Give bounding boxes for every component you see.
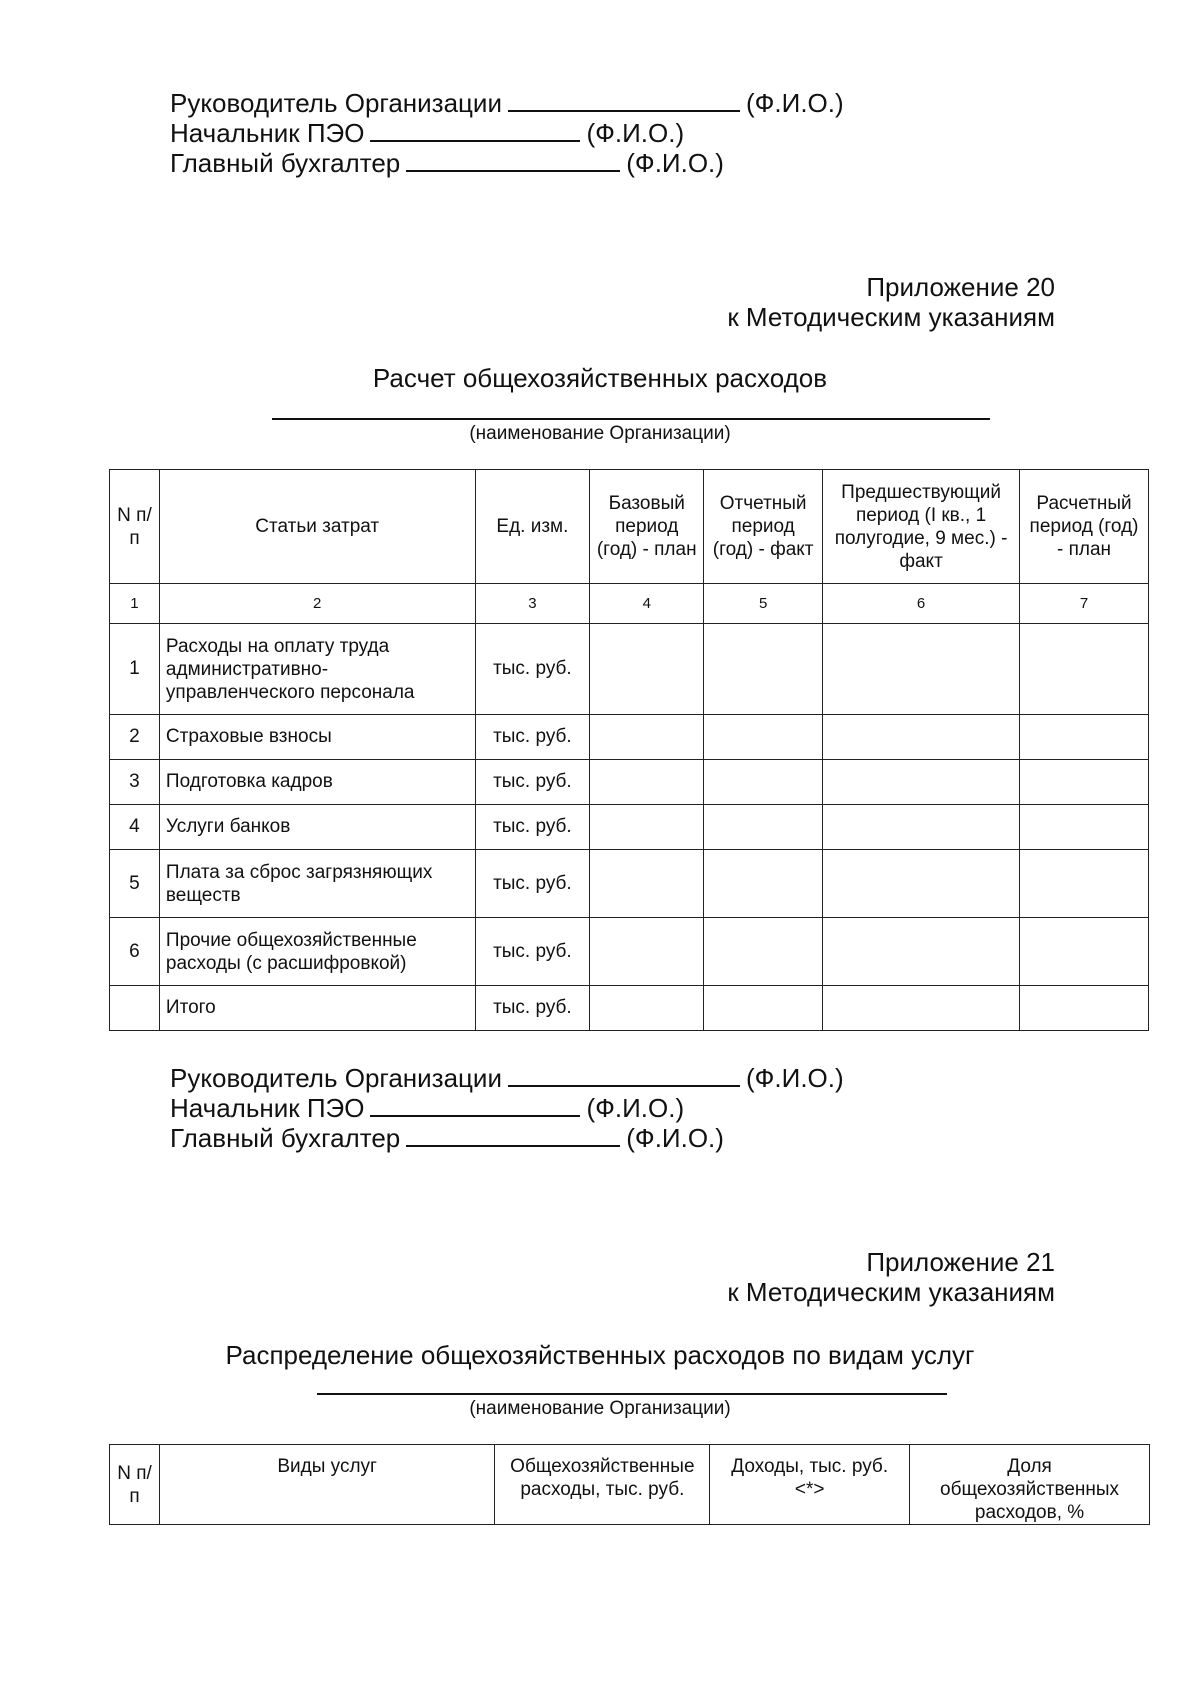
- table-row-total: [110, 986, 1149, 1031]
- signature-blank[interactable]: [370, 1095, 580, 1117]
- table-row: [110, 918, 1149, 986]
- value-cell[interactable]: [704, 624, 823, 715]
- value-cell[interactable]: [590, 805, 704, 850]
- column-number: 3: [475, 584, 590, 624]
- column-number: 2: [159, 584, 475, 624]
- header-cell: Общехозяйственные расходы, тыс. руб.: [495, 1445, 710, 1525]
- signature-accountant-label: Главный бухгалтер: [170, 1123, 401, 1153]
- value-cell[interactable]: [1020, 624, 1149, 715]
- appendix-21-header: [727, 1247, 1055, 1307]
- value-cell[interactable]: [704, 805, 823, 850]
- column-number: 4: [590, 584, 704, 624]
- column-number: 5: [704, 584, 823, 624]
- org-name-caption: (наименование Организации): [469, 1398, 731, 1419]
- signature-head-line: [170, 1063, 844, 1093]
- unit: тыс. руб.: [475, 805, 590, 850]
- signature-blank[interactable]: [406, 150, 620, 172]
- row-number: 6: [110, 918, 160, 986]
- signature-blank[interactable]: [370, 120, 580, 142]
- unit: тыс. руб.: [475, 624, 590, 715]
- row-number: 2: [110, 715, 160, 760]
- cost-item: Плата за сброс загрязняющих веществ: [159, 850, 475, 918]
- header-cell: Статьи затрат: [159, 470, 475, 584]
- fio-label: (Ф.И.О.): [626, 148, 724, 178]
- row-number: 4: [110, 805, 160, 850]
- fio-label: (Ф.И.О.): [745, 88, 844, 118]
- overhead-distribution-table: [109, 1444, 1150, 1525]
- fio-label: (Ф.И.О.): [586, 1093, 685, 1123]
- value-cell[interactable]: [704, 715, 823, 760]
- org-name-caption: (наименование Организации): [469, 423, 731, 444]
- signature-blank[interactable]: [508, 90, 740, 112]
- value-cell[interactable]: [823, 850, 1020, 918]
- header-cell: Ед. изм.: [475, 470, 590, 584]
- cost-item: Прочие общехозяйственные расходы (с расшифровкой): [159, 918, 475, 986]
- value-cell[interactable]: [590, 918, 704, 986]
- unit: тыс. руб.: [475, 986, 590, 1031]
- table-row: [110, 760, 1149, 805]
- cost-item: Подготовка кадров: [159, 760, 475, 805]
- org-name-field[interactable]: [317, 1393, 947, 1395]
- signature-peo-line: [170, 118, 844, 148]
- org-name-field[interactable]: [272, 418, 990, 420]
- unit: тыс. руб.: [475, 760, 590, 805]
- signature-block-bottom: [170, 1063, 844, 1153]
- signature-blank[interactable]: [508, 1065, 740, 1087]
- header-cell: N п/п: [110, 470, 160, 584]
- row-number: 5: [110, 850, 160, 918]
- appendix-20-header: [727, 272, 1055, 332]
- signature-accountant-line: [170, 1123, 844, 1153]
- header-cell: Предшествующий период (I кв., 1 полугодие, 9 мес.) - факт: [823, 470, 1020, 584]
- value-cell[interactable]: [590, 760, 704, 805]
- table-row: [110, 805, 1149, 850]
- column-number: 1: [110, 584, 160, 624]
- signature-accountant-line: [170, 148, 844, 178]
- cost-item: Услуги банков: [159, 805, 475, 850]
- value-cell[interactable]: [704, 760, 823, 805]
- value-cell[interactable]: [1020, 805, 1149, 850]
- table-header-row: [110, 1445, 1150, 1525]
- appendix-number: Приложение 21: [866, 1247, 1055, 1277]
- header-cell: Доходы, тыс. руб. <*>: [710, 1445, 910, 1525]
- appendix-number: Приложение 20: [866, 272, 1055, 302]
- signature-head-label: Руководитель Организации: [170, 1063, 502, 1093]
- value-cell[interactable]: [823, 624, 1020, 715]
- table-row: [110, 624, 1149, 715]
- value-cell[interactable]: [823, 918, 1020, 986]
- row-number: 3: [110, 760, 160, 805]
- value-cell[interactable]: [1020, 918, 1149, 986]
- fio-label: (Ф.И.О.): [626, 1123, 724, 1153]
- value-cell[interactable]: [1020, 850, 1149, 918]
- header-cell: Базовый период (год) - план: [590, 470, 704, 584]
- signature-peo-line: [170, 1093, 844, 1123]
- header-cell: Расчетный период (год) - план: [1020, 470, 1149, 584]
- appendix-20-title: Расчет общехозяйственных расходов: [372, 363, 828, 393]
- value-cell[interactable]: [1020, 760, 1149, 805]
- row-number: [110, 986, 160, 1031]
- signature-head-line: [170, 88, 844, 118]
- row-number: 1: [110, 624, 160, 715]
- value-cell[interactable]: [823, 805, 1020, 850]
- appendix-21-title: Распределение общехозяйственных расходов по видам услуг: [225, 1340, 975, 1370]
- value-cell[interactable]: [1020, 986, 1149, 1031]
- signature-peo-label: Начальник ПЭО: [170, 118, 365, 148]
- value-cell[interactable]: [590, 624, 704, 715]
- fio-label: (Ф.И.О.): [586, 118, 685, 148]
- value-cell[interactable]: [823, 986, 1020, 1031]
- unit: тыс. руб.: [475, 715, 590, 760]
- signature-block-top: [170, 88, 844, 178]
- cost-item: Итого: [159, 986, 475, 1031]
- value-cell[interactable]: [590, 850, 704, 918]
- signature-blank[interactable]: [406, 1125, 620, 1147]
- cost-item: Страховые взносы: [159, 715, 475, 760]
- value-cell[interactable]: [590, 715, 704, 760]
- signature-peo-label: Начальник ПЭО: [170, 1093, 365, 1123]
- signature-head-label: Руководитель Организации: [170, 88, 502, 118]
- table-header-row: [110, 470, 1149, 584]
- signature-accountant-label: Главный бухгалтер: [170, 148, 401, 178]
- fio-label: (Ф.И.О.): [745, 1063, 844, 1093]
- cost-item: Расходы на оплату труда административно-управленческого персонала: [159, 624, 475, 715]
- value-cell[interactable]: [590, 986, 704, 1031]
- value-cell[interactable]: [1020, 715, 1149, 760]
- table-row: [110, 715, 1149, 760]
- overhead-costs-table: [109, 469, 1149, 1031]
- appendix-ref: к Методическим указаниям: [727, 1277, 1055, 1307]
- appendix-ref: к Методическим указаниям: [727, 302, 1055, 332]
- column-number: 6: [823, 584, 1020, 624]
- header-cell: Отчетный период (год) - факт: [704, 470, 823, 584]
- value-cell[interactable]: [823, 760, 1020, 805]
- unit: тыс. руб.: [475, 850, 590, 918]
- header-cell: Виды услуг: [159, 1445, 494, 1525]
- table-row: [110, 850, 1149, 918]
- header-cell: Доля общехозяйственных расходов, %: [910, 1445, 1150, 1525]
- value-cell[interactable]: [823, 715, 1020, 760]
- unit: тыс. руб.: [475, 918, 590, 986]
- column-number: 7: [1020, 584, 1149, 624]
- value-cell[interactable]: [704, 918, 823, 986]
- value-cell[interactable]: [704, 850, 823, 918]
- header-cell: N п/п: [110, 1445, 160, 1525]
- column-number-row: [110, 584, 1149, 624]
- value-cell[interactable]: [704, 986, 823, 1031]
